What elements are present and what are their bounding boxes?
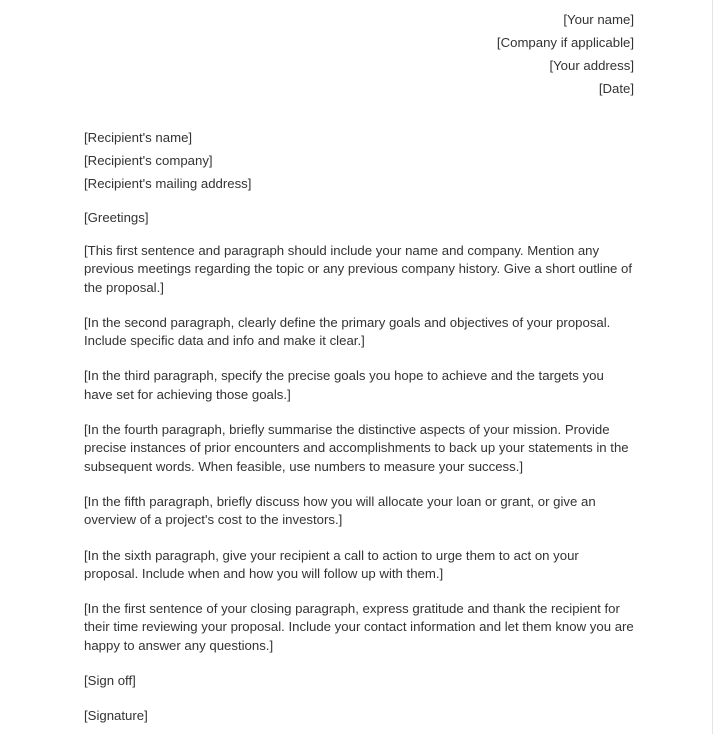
body-paragraph-6: [In the sixth paragraph, give your recipient a call to action to urge them to act on your proposal. Include when and how you will follow up with them.]	[84, 547, 579, 581]
document-content	[84, 0, 634, 743]
body-paragraph-1: [This first sentence and paragraph should include your name and company. Mention any previous meetings regarding the topic or any previous company history. Give a short outline of the proposal.]	[84, 243, 633, 295]
letter-body	[84, 242, 634, 655]
signature-line: [Signature]	[84, 708, 148, 724]
recipient-name: [Recipient's name]	[84, 130, 193, 145]
closing-block	[84, 672, 634, 726]
sender-date: [Date]	[598, 81, 634, 96]
recipient-mailing-address: [Recipient's mailing address]	[84, 176, 252, 191]
sign-off-line: [Sign off]	[84, 673, 136, 689]
body-paragraph-4: [In the fourth paragraph, briefly summarise the distinctive aspects of your mission. Provide precise instances of prior encounters and accomplishments to back up your statements in the subsequent words. When feasible, use numbers to measure your success.]	[84, 422, 629, 474]
body-paragraph-3: [In the third paragraph, specify the precise goals you hope to achieve and the targets you have set for achieving those goals.]	[84, 368, 604, 402]
sender-address: [Your address]	[549, 58, 634, 73]
sender-address-block	[84, 0, 634, 100]
body-paragraph-2: [In the second paragraph, clearly define the primary goals and objectives of your proposal. Include specific data and info and make it clear.]	[84, 314, 611, 349]
body-paragraph-7: [In the first sentence of your closing paragraph, express gratitude and thank the recipient for their time reviewing your proposal. Include your contact information and let them know you are happy to answer any questions.]	[84, 601, 634, 653]
greeting-line: [Greetings]	[84, 210, 149, 225]
body-paragraph-5: [In the fifth paragraph, briefly discuss how you will allocate your loan or grant, or give an overview of a project's cost to the investors.]	[84, 493, 596, 528]
recipient-company: [Recipient's company]	[84, 153, 213, 168]
recipient-address-block	[84, 126, 634, 195]
sender-name: [Your name]	[563, 12, 634, 27]
sender-company: [Company if applicable]	[496, 35, 634, 50]
page-edge-rule	[712, 0, 713, 734]
